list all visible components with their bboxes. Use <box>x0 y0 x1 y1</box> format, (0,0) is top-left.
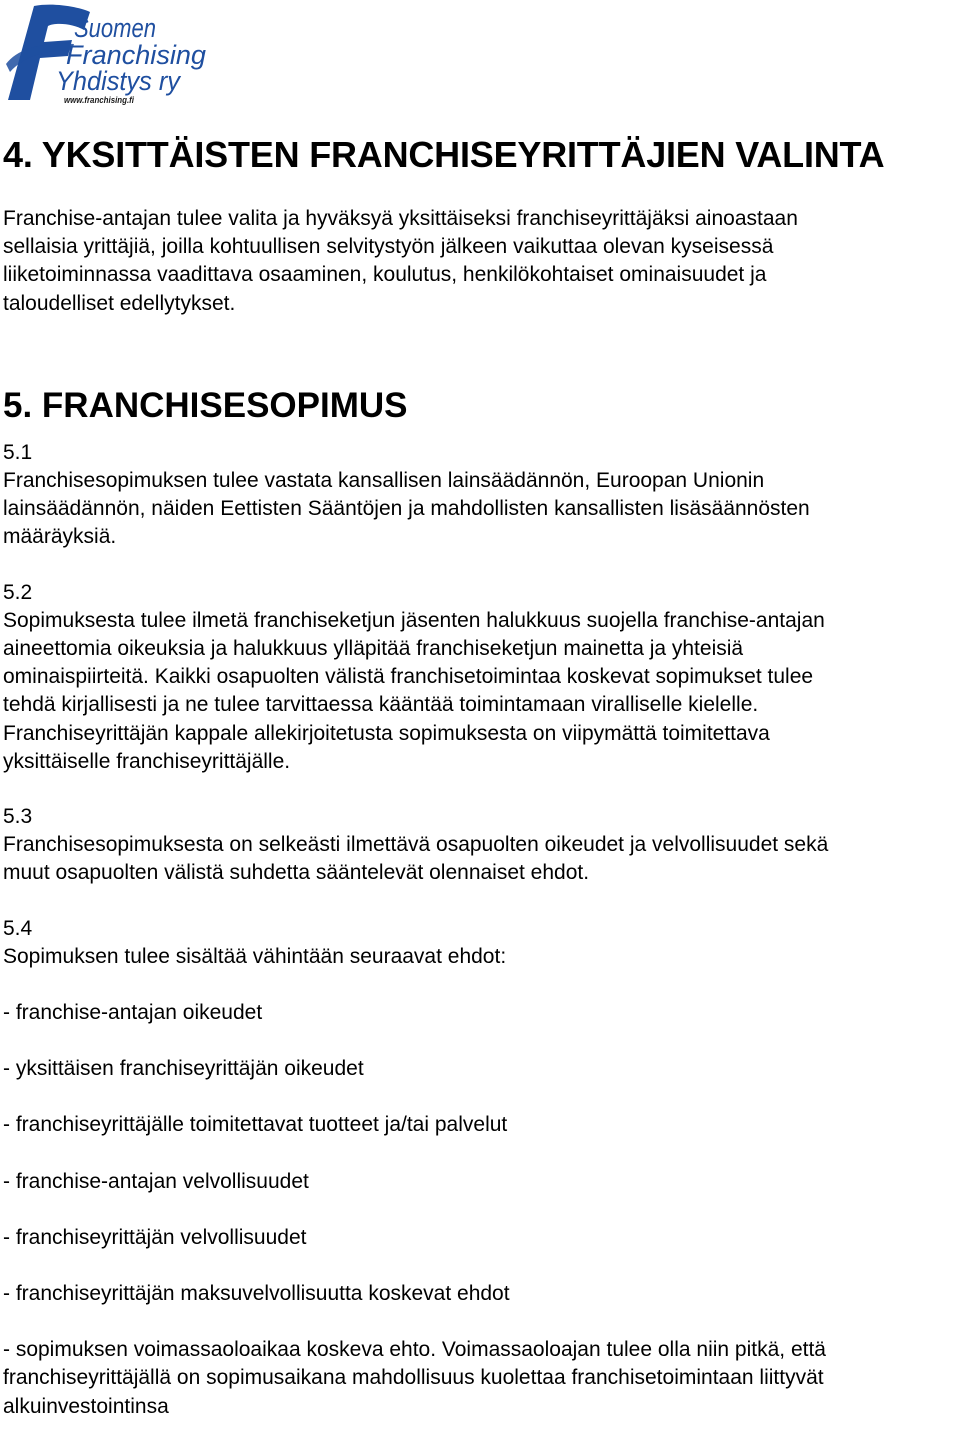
paragraph-line: sellaisia yrittäjiä, joilla kohtuullisen selvitystyön jälkeen vaikuttaa olevan kyseisessä <box>3 235 774 259</box>
clause-number: 5.4 <box>3 916 33 940</box>
clause-5-4 <box>3 915 959 1421</box>
clause-line: yksittäiselle franchiseyrittäjälle. <box>3 749 291 773</box>
clause-5-3 <box>3 803 959 888</box>
list-item: - franchise-antajan velvollisuudet <box>3 1169 309 1193</box>
clause-line: Franchisesopimuksesta on selkeästi ilmettävä osapuolten oikeudet ja velvollisuudet sekä <box>3 833 829 857</box>
organization-logo <box>4 4 214 106</box>
clause-intro: Sopimuksen tulee sisältää vähintään seuraavat ehdot: <box>3 944 507 968</box>
logo-text-line2: Franchising <box>66 40 206 70</box>
logo-text-line1: Suomen <box>74 13 156 43</box>
paragraph-line: Franchise-antajan tulee valita ja hyväksyä yksittäiseksi franchiseyrittäjäksi ainoastaan <box>3 207 798 230</box>
clause-5-1 <box>3 439 959 552</box>
clause-line: muut osapuolten välistä suhdetta sääntelevät olennaiset ehdot. <box>3 861 590 885</box>
paragraph-line: taloudelliset edellytykset. <box>3 291 236 315</box>
list-item: - yksittäisen franchiseyrittäjän oikeudet <box>3 1057 364 1081</box>
list-item-last-line: - sopimuksen voimassaoloaikaa koskeva ehto. Voimassaoloajan tulee olla niin pitkä, että <box>3 1338 826 1362</box>
clause-line: määräyksiä. <box>3 525 117 549</box>
logo-text-line3: Yhdistys ry <box>56 66 182 96</box>
paragraph-line: liiketoiminnassa vaadittava osaaminen, koulutus, henkilökohtaiset ominaisuudet ja <box>3 263 767 287</box>
list-item: - franchiseyrittäjän velvollisuudet <box>3 1225 307 1249</box>
clause-line: Franchisesopimuksen tulee vastata kansallisen lainsäädännön, Euroopan Unionin <box>3 469 765 493</box>
section-4-paragraph <box>3 205 959 318</box>
list-item: - franchiseyrittäjälle toimitettavat tuotteet ja/tai palvelut <box>3 1113 508 1137</box>
clause-line: lainsäädännön, näiden Eettisten Sääntöjen ja mahdollisten kansallisten lisäsäännösten <box>3 497 810 521</box>
clause-line: tehdä kirjallisesti ja ne tulee tarvittaessa kääntää toimintamaan viralliselle kielelle. <box>3 693 759 717</box>
list-item-last-line: franchiseyrittäjällä on sopimusaikana mahdollisuus kuolettaa franchisetoimintaan liittyvät <box>3 1366 824 1390</box>
clause-number: 5.1 <box>3 440 33 464</box>
clause-line: Franchiseyrittäjän kappale allekirjoitetusta sopimuksesta on viipymättä toimitettava <box>3 721 770 745</box>
list-item: - franchiseyrittäjän maksuvelvollisuutta koskevat ehdot <box>3 1282 510 1306</box>
clause-number: 5.3 <box>3 805 33 829</box>
section-4-heading: 4. YKSITTÄISTEN FRANCHISEYRITTÄJIEN VALINTA <box>3 134 885 175</box>
clause-line: aineettomia oikeuksia ja halukkuus ylläpitää franchiseketjun mainetta ja yhteisiä <box>3 637 744 661</box>
clause-5-2 <box>3 579 959 776</box>
document-body <box>3 133 959 1421</box>
clause-number: 5.2 <box>3 580 33 604</box>
list-item: - franchise-antajan oikeudet <box>3 1001 263 1025</box>
section-5-heading: 5. FRANCHISESOPIMUS <box>3 385 408 425</box>
list-item-last-line: alkuinvestointinsa <box>3 1394 169 1418</box>
clause-line: Sopimuksesta tulee ilmetä franchiseketjun jäsenten halukkuus suojella franchise-antajan <box>3 608 825 632</box>
logo-url: www.franchising.fi <box>64 95 135 105</box>
clause-line: ominaispiirteitä. Kaikki osapuolten välistä franchisetoimintaa koskevat sopimukset tulee <box>3 665 814 689</box>
